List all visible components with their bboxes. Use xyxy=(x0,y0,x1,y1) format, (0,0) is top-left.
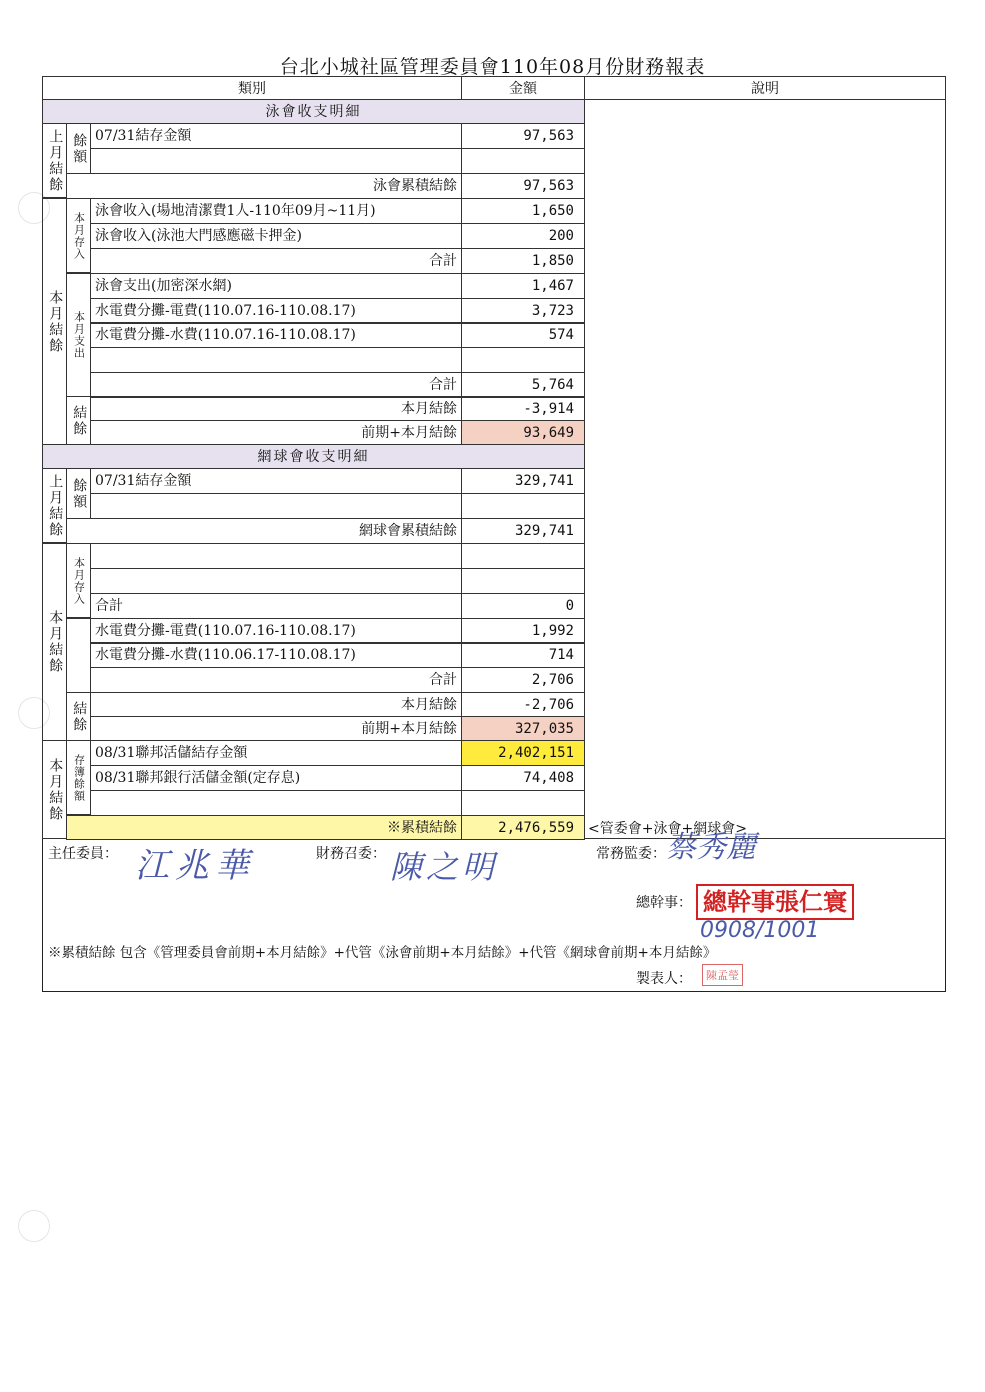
swim-section-title: 泳會收支明細 xyxy=(42,99,585,124)
tennis-cumulative-amount: 329,741 xyxy=(461,518,585,544)
swim-opening-amount: 97,563 xyxy=(461,123,585,149)
tennis-month-result-label: 本月結餘 xyxy=(90,692,462,717)
swim-expense-amount: 1,467 xyxy=(461,273,585,299)
tennis-income-total-label: 合計 xyxy=(90,593,462,619)
preparer-label: 製表人： xyxy=(636,971,692,987)
header-remarks: 說明 xyxy=(584,76,946,100)
swim-blank-amount xyxy=(461,347,585,373)
finance-signature: 陳之明 xyxy=(390,848,499,886)
tennis-expense-item: 水電費分攤-電費(110.07.16-110.08.17) xyxy=(90,618,462,644)
tennis-expense-side xyxy=(66,618,91,693)
swim-income-total-label: 合計 xyxy=(90,248,462,274)
tennis-blank-amount xyxy=(461,568,585,594)
tennis-blank-row xyxy=(90,543,462,569)
summary-label: 本月結餘 xyxy=(42,740,67,839)
tennis-expense-total-label: 合計 xyxy=(90,667,462,693)
tennis-expense-total: 2,706 xyxy=(461,667,585,693)
secretary-stamp: 總幹事張仁寰 xyxy=(696,884,854,920)
swim-income-item: 泳會收入(泳池大門感應磁卡押金) xyxy=(90,223,462,249)
swim-period-result-label: 前期+本月結餘 xyxy=(90,420,462,445)
supervisor-signature: 蔡秀麗 xyxy=(666,830,756,865)
chair-signature: 江兆華 xyxy=(135,846,255,886)
secretary-label: 總幹事： xyxy=(636,895,692,911)
swim-expense-item: 水電費分攤-水費(110.07.16-110.08.17) xyxy=(90,322,462,348)
swim-month-result-label: 本月結餘 xyxy=(90,396,462,421)
swim-blank-row xyxy=(90,347,462,373)
summary-blank-amount xyxy=(461,790,585,816)
tennis-section-title: 網球會收支明細 xyxy=(42,444,585,469)
swim-income-amount: 200 xyxy=(461,223,585,249)
tennis-blank-row xyxy=(90,493,462,519)
tennis-income-total: 0 xyxy=(461,593,585,619)
chair-label: 主任委員： xyxy=(48,846,118,862)
tennis-result-label: 結餘 xyxy=(66,692,91,741)
summary-sublabel: 存簿餘額 xyxy=(66,740,91,815)
tennis-period-result-label: 前期+本月結餘 xyxy=(90,716,462,741)
swim-balance-label: 餘額 xyxy=(66,123,91,174)
swim-expense-total-label: 合計 xyxy=(90,372,462,398)
swim-period-result: 93,649 xyxy=(461,420,585,445)
supervisor-label: 常務監委： xyxy=(596,846,666,862)
swim-cumulative-label: 泳會累積結餘 xyxy=(66,173,462,199)
tennis-month-balance-label: 本月結餘 xyxy=(42,543,67,741)
swim-result-label: 結餘 xyxy=(66,396,91,445)
swim-income-amount: 1,650 xyxy=(461,198,585,224)
tennis-cumulative-label: 網球會累積結餘 xyxy=(66,518,462,544)
swim-month-balance-label: 本月結餘 xyxy=(42,198,67,445)
swim-expense-amount: 574 xyxy=(461,322,585,348)
swim-month-result: -3,914 xyxy=(461,396,585,421)
tennis-opening-label: 07/31結存金額 xyxy=(90,468,462,494)
tennis-balance-label: 餘額 xyxy=(66,468,91,519)
swim-income-label: 本月存入 xyxy=(66,198,91,273)
remarks-column xyxy=(584,99,946,839)
summary-item: 08/31聯邦活儲結存金額 xyxy=(90,740,462,766)
swim-blank-amount xyxy=(461,148,585,174)
swim-income-item: 泳會收入(場地清潔費1人-110年09月~11月) xyxy=(90,198,462,224)
swim-expense-total: 5,764 xyxy=(461,372,585,398)
tennis-blank-amount xyxy=(461,493,585,519)
summary-cumulative-amount: 2,476,559 xyxy=(461,815,585,840)
swim-opening-label: 07/31結存金額 xyxy=(90,123,462,149)
swim-blank-row xyxy=(90,148,462,174)
swim-income-total: 1,850 xyxy=(461,248,585,274)
swim-expense-label: 本月支出 xyxy=(66,273,91,397)
swim-expense-item: 水電費分攤-電費(110.07.16-110.08.17) xyxy=(90,298,462,324)
tennis-blank-amount xyxy=(461,543,585,569)
tennis-prev-balance-label: 上月結餘 xyxy=(42,468,67,543)
header-amount: 金額 xyxy=(461,76,585,100)
header-category: 類別 xyxy=(42,76,462,100)
summary-cumulative-label: ※累積結餘 xyxy=(66,815,462,840)
summary-amount: 2,402,151 xyxy=(461,740,585,766)
tennis-expense-item: 水電費分攤-水費(110.06.17-110.08.17) xyxy=(90,642,462,668)
summary-amount: 74,408 xyxy=(461,765,585,791)
tennis-income-label: 本月存入 xyxy=(66,543,91,618)
handwritten-date: 0908/1001 xyxy=(700,918,820,943)
preparer-stamp: 陳孟瑩 xyxy=(702,964,743,986)
summary-cumulative-note: <管委會+泳會+網球會> xyxy=(588,821,747,837)
swim-expense-item: 泳會支出(加密深水網) xyxy=(90,273,462,299)
tennis-expense-amount: 1,992 xyxy=(461,618,585,644)
swim-cumulative-amount: 97,563 xyxy=(461,173,585,199)
swim-expense-amount: 3,723 xyxy=(461,298,585,324)
footnote: ※累積結餘 包含《管理委員會前期+本月結餘》+代管《泳會前期+本月結餘》+代管《網球會前期+本月結餘》 xyxy=(48,945,717,961)
punch-hole xyxy=(18,1210,50,1242)
finance-label: 財務召委： xyxy=(316,846,386,862)
tennis-blank-row xyxy=(90,568,462,594)
tennis-month-result: -2,706 xyxy=(461,692,585,717)
summary-item: 08/31聯邦銀行活儲金額(定存息) xyxy=(90,765,462,791)
summary-blank-row xyxy=(90,790,462,816)
tennis-opening-amount: 329,741 xyxy=(461,468,585,494)
tennis-period-result: 327,035 xyxy=(461,716,585,741)
swim-prev-balance-label: 上月結餘 xyxy=(42,123,67,198)
tennis-expense-amount: 714 xyxy=(461,642,585,668)
page-title: 台北小城社區管理委員會110年08月份財務報表 xyxy=(279,56,706,78)
